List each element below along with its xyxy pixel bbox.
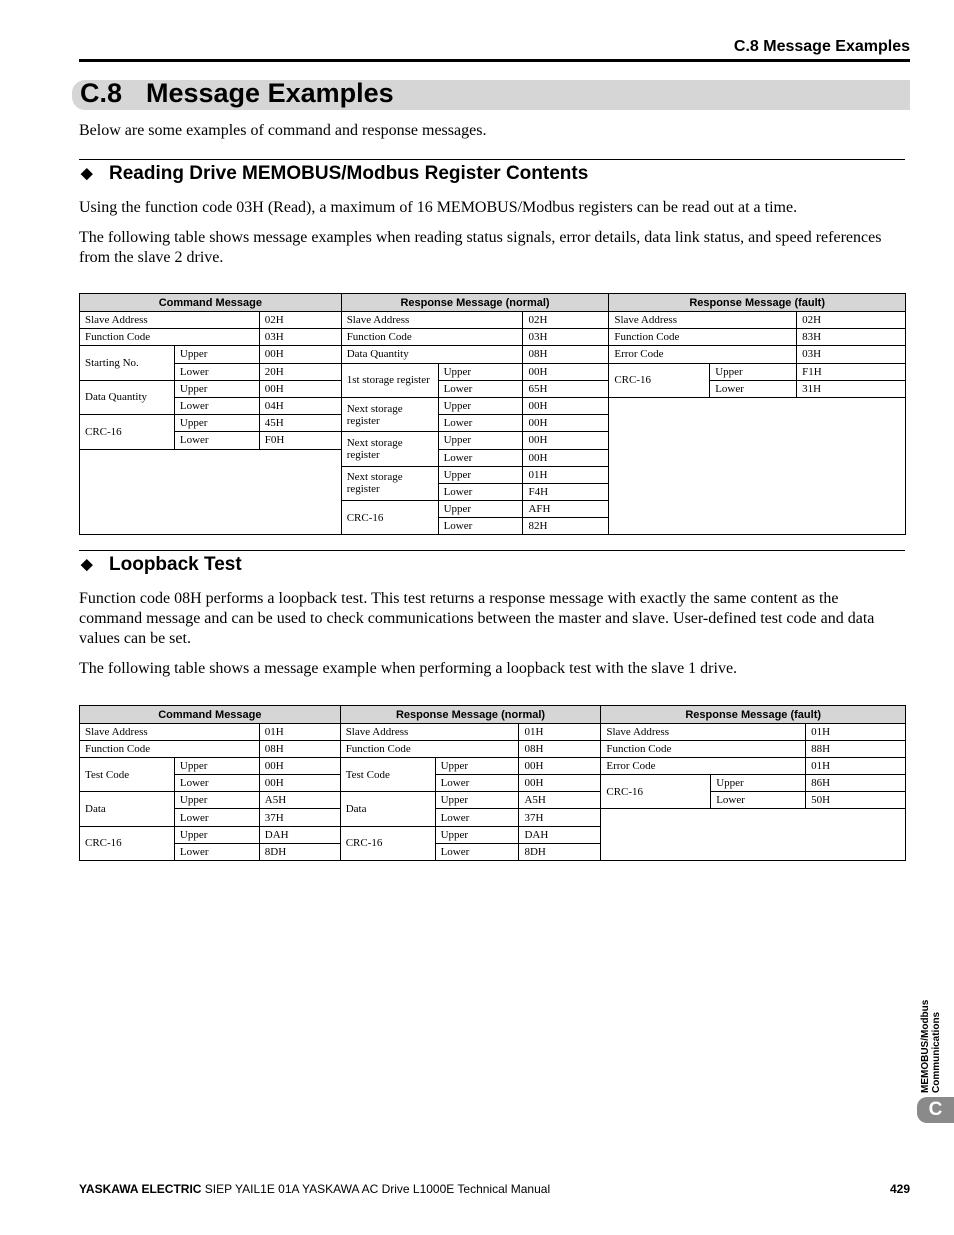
table-cell: 08H	[523, 346, 609, 363]
table-cell: Function Code	[341, 329, 523, 346]
table-cell: Lower	[711, 792, 806, 809]
table-cell: CRC-16	[341, 501, 438, 535]
table-cell: Slave Address	[340, 724, 519, 741]
table-cell: 86H	[806, 775, 906, 792]
running-header: C.8 Message Examples	[733, 38, 910, 55]
table-cell: 02H	[797, 312, 906, 329]
footer-doc-title: SIEP YAIL1E 01A YASKAWA AC Drive L1000E Technical Manual	[201, 1182, 551, 1196]
register-read-table	[79, 293, 906, 535]
table-cell: Function Code	[609, 329, 797, 346]
table-cell: 37H	[259, 809, 340, 826]
footer-brand: YASKAWA ELECTRIC	[79, 1182, 202, 1196]
section-heading-text: Reading Drive MEMOBUS/Modbus Register Contents	[109, 163, 589, 184]
side-tab-label: MEMOBUS/Modbus Communications	[920, 999, 942, 1093]
table-cell: Upper	[711, 775, 806, 792]
table-cell: Slave Address	[341, 312, 523, 329]
intro-paragraph: Below are some examples of command and response messages.	[79, 122, 487, 139]
table-cell: Lower	[174, 775, 259, 792]
table-cell: Upper	[438, 501, 523, 518]
table-row	[80, 329, 906, 346]
table-cell: Function Code	[80, 741, 260, 758]
table-cell: Error Code	[601, 758, 806, 775]
title-text: Message Examples	[146, 78, 394, 108]
table-cell: Upper	[435, 758, 519, 775]
table-cell: CRC-16	[601, 775, 711, 809]
table-cell: Lower	[438, 518, 523, 535]
table-cell: Slave Address	[601, 724, 806, 741]
table-row	[80, 363, 906, 380]
table-cell: 01H	[523, 466, 609, 483]
table-cell: Data	[80, 792, 175, 826]
table-cell: Slave Address	[80, 312, 260, 329]
table-cell: 00H	[523, 363, 609, 380]
side-tab-letter: C	[917, 1097, 954, 1123]
table-cell: Upper	[438, 432, 523, 449]
table-cell: Function Code	[340, 741, 519, 758]
table-header: Response Message (fault)	[601, 706, 906, 724]
table-cell: 00H	[523, 432, 609, 449]
table-cell: Upper	[174, 792, 259, 809]
table-row	[80, 809, 906, 826]
table-cell: Next storage register	[341, 432, 438, 466]
section-title-bar	[72, 80, 910, 110]
section-rule	[79, 550, 905, 551]
table-cell: Function Code	[80, 329, 260, 346]
table-cell: DAH	[519, 826, 601, 843]
table-header: Response Message (normal)	[340, 706, 601, 724]
table-cell: Upper	[438, 466, 523, 483]
table-cell: F0H	[259, 432, 341, 449]
table-cell: Slave Address	[80, 724, 260, 741]
table-cell: 08H	[259, 741, 340, 758]
section-rule	[79, 159, 905, 160]
table-cell: 00H	[523, 397, 609, 414]
table-cell: Lower	[710, 380, 797, 397]
section-heading	[81, 163, 588, 185]
table-cell: CRC-16	[340, 826, 435, 860]
table-cell: CRC-16	[609, 363, 710, 397]
table-cell: Starting No.	[80, 346, 175, 380]
table-cell: 00H	[259, 758, 340, 775]
empty-cell	[609, 397, 906, 535]
table-cell: 00H	[259, 380, 341, 397]
table-row	[80, 397, 906, 414]
table-cell: 00H	[259, 346, 341, 363]
table-cell: 00H	[519, 758, 601, 775]
table-cell: 1st storage register	[341, 363, 438, 397]
table-cell: Function Code	[601, 741, 806, 758]
table-header: Command Message	[80, 706, 341, 724]
table-cell: A5H	[259, 792, 340, 809]
table-cell: Upper	[174, 826, 259, 843]
table-cell: 82H	[523, 518, 609, 535]
table-cell: 03H	[259, 329, 341, 346]
table-cell: Upper	[174, 380, 259, 397]
page-number: 429	[889, 1182, 910, 1196]
table-cell: Upper	[710, 363, 797, 380]
table-cell: Data	[340, 792, 435, 826]
table-cell: CRC-16	[80, 826, 175, 860]
paragraph: Using the function code 03H (Read), a maximum of 16 MEMOBUS/Modbus registers can be read out at a time.	[79, 199, 798, 216]
loopback-test-table	[79, 705, 906, 861]
table-cell: 20H	[259, 363, 341, 380]
table-row	[80, 741, 906, 758]
table-cell: Lower	[438, 380, 523, 397]
table-cell: Data Quantity	[80, 380, 175, 414]
diamond-icon: ◆	[81, 165, 93, 182]
table-cell: Lower	[174, 397, 259, 414]
table-cell: 8DH	[259, 843, 340, 860]
table-cell: Upper	[438, 397, 523, 414]
table-cell: Upper	[438, 363, 523, 380]
table-cell: Next storage register	[341, 466, 438, 500]
table-cell: 00H	[523, 415, 609, 432]
table-row	[80, 792, 906, 809]
table-cell: 08H	[519, 741, 601, 758]
table-cell: Lower	[174, 363, 259, 380]
table-cell: Lower	[435, 843, 519, 860]
footer	[79, 1182, 910, 1196]
table-cell: Error Code	[609, 346, 797, 363]
table-header: Command Message	[80, 294, 342, 312]
table-cell: Slave Address	[609, 312, 797, 329]
table-cell: Upper	[435, 826, 519, 843]
table-cell: Test Code	[340, 758, 435, 792]
table-cell: 50H	[806, 792, 906, 809]
section-heading-text: Loopback Test	[109, 554, 242, 575]
page-title	[80, 78, 394, 109]
table-cell: 01H	[519, 724, 601, 741]
paragraph: The following table shows message examples when reading status signals, error details, data link status, and speed references from the slave 2 drive.	[79, 229, 882, 266]
table-cell: 00H	[523, 449, 609, 466]
table-cell: 00H	[519, 775, 601, 792]
table-cell: 03H	[797, 346, 906, 363]
table-cell: 01H	[259, 724, 340, 741]
table-cell: CRC-16	[80, 415, 175, 449]
empty-cell	[80, 449, 342, 535]
table-cell: Upper	[435, 792, 519, 809]
table-cell: 88H	[806, 741, 906, 758]
table-cell: DAH	[259, 826, 340, 843]
table-cell: Upper	[174, 415, 259, 432]
table-cell: 8DH	[519, 843, 601, 860]
table-row	[80, 312, 906, 329]
table-cell: 02H	[259, 312, 341, 329]
paragraph: Function code 08H performs a loopback test. This test returns a response message with exactly the same content as the command message and can be used to check communications between the master and slave. User-defined test code and data values can be set.	[79, 590, 875, 647]
table-cell: F4H	[523, 483, 609, 500]
title-number: C.8	[80, 78, 123, 108]
table-cell: 31H	[797, 380, 906, 397]
table-cell: 37H	[519, 809, 601, 826]
paragraph: The following table shows a message example when performing a loopback test with the slave 1 drive.	[79, 660, 738, 677]
table-row	[80, 724, 906, 741]
table-cell: Lower	[174, 809, 259, 826]
table-cell: Lower	[438, 415, 523, 432]
table-cell: 83H	[797, 329, 906, 346]
table-cell: AFH	[523, 501, 609, 518]
table-header: Response Message (fault)	[609, 294, 906, 312]
table-cell: Lower	[435, 775, 519, 792]
table-cell: Lower	[435, 809, 519, 826]
table-cell: F1H	[797, 363, 906, 380]
table-cell: Upper	[174, 758, 259, 775]
table-cell: 01H	[806, 724, 906, 741]
table-header: Response Message (normal)	[341, 294, 609, 312]
header-rule	[79, 59, 910, 62]
empty-cell	[601, 809, 906, 860]
table-cell: Data Quantity	[341, 346, 523, 363]
table-cell: 02H	[523, 312, 609, 329]
table-cell: Lower	[438, 483, 523, 500]
table-row	[80, 380, 906, 397]
table-cell: Lower	[438, 449, 523, 466]
table-row	[80, 758, 906, 775]
diamond-icon: ◆	[81, 556, 93, 573]
table-cell: 01H	[806, 758, 906, 775]
table-row	[80, 346, 906, 363]
table-cell: 65H	[523, 380, 609, 397]
table-cell: Next storage register	[341, 397, 438, 431]
table-cell: Lower	[174, 432, 259, 449]
section-heading	[81, 554, 242, 576]
table-cell: 04H	[259, 397, 341, 414]
table-cell: 45H	[259, 415, 341, 432]
table-cell: Lower	[174, 843, 259, 860]
table-row	[80, 775, 906, 792]
table-cell: 00H	[259, 775, 340, 792]
table-cell: Upper	[174, 346, 259, 363]
table-cell: 03H	[523, 329, 609, 346]
table-cell: Test Code	[80, 758, 175, 792]
table-cell: A5H	[519, 792, 601, 809]
